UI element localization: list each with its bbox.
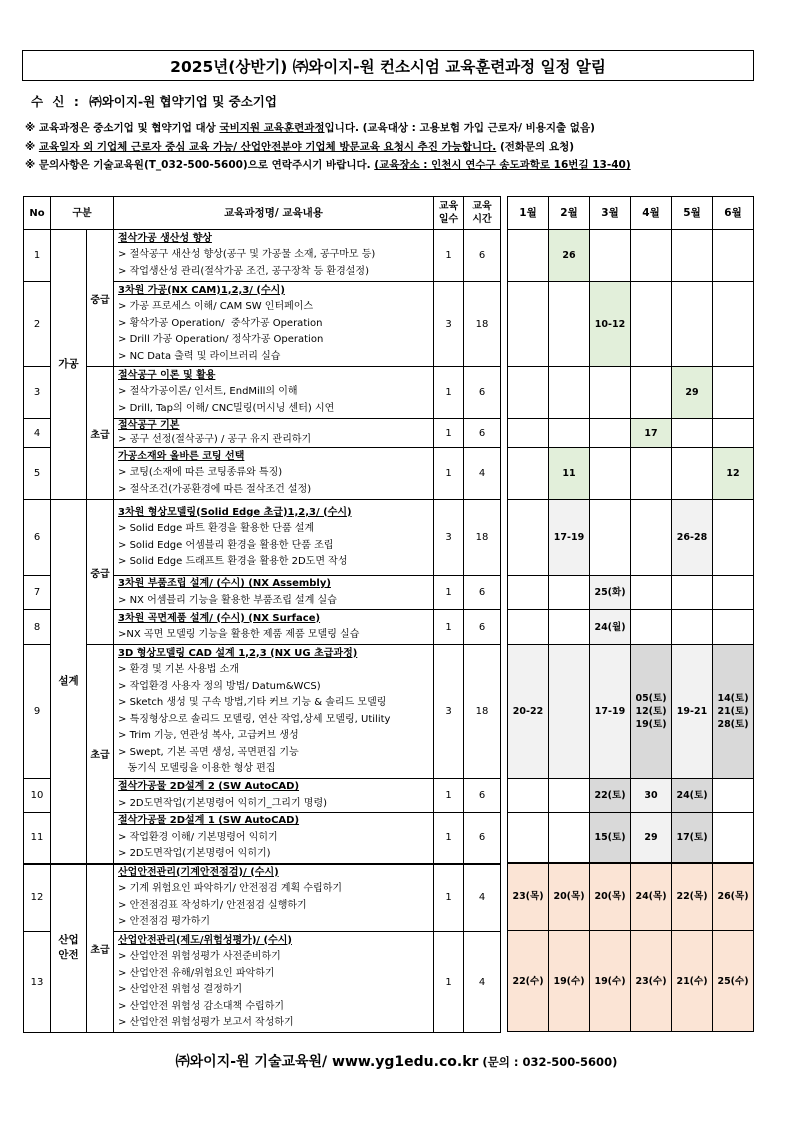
schedule-cell [508,931,549,1032]
schedule-row [508,863,754,931]
footer-organization: ㈜와이지-원 기술교육원/ www.yg1edu.co.kr [175,1054,479,1070]
recipient-label: 수 신 : [31,94,79,109]
course-item: > NX 어셈블리 기능을 활용한 부품조립 설계 실습 [118,594,337,606]
course-title: 가공소재와 올바른 코팅 선택 [118,450,245,462]
schedule-cell [631,779,672,813]
schedule-row [508,230,754,282]
note-text: ※ [25,140,39,153]
schedule-cell [508,576,549,610]
schedule-date: 11 [562,468,576,479]
course-table [23,196,501,1033]
schedule-cell [631,500,672,576]
course-row [24,230,501,282]
course-cell [114,448,434,500]
schedule-date: 26(목) [717,891,749,903]
course-item: > Swept, 기본 곡면 생성, 곡면편집 기능 [118,746,299,758]
schedule-date: 22(수) [512,975,544,987]
course-item: > 산업안전 유해/위험요인 파악하기 [118,967,275,979]
note-text: (전화문의 요청) [496,140,575,153]
schedule-cell [590,448,631,500]
schedule-cell [672,645,713,779]
schedule-date: 25(화) [594,587,626,598]
header-hours-line: 교육 [472,201,492,212]
course-title: 산업안전관리(기계안전점검)/ (수시) [118,866,279,878]
training-days: 1 [434,610,464,645]
schedule-cell [713,282,754,367]
schedule-date: 19-21 [676,706,708,717]
course-cell [114,645,434,779]
schedule-table-body [508,230,754,1032]
schedule-date: 24(목) [635,891,667,903]
course-item: > 특징형상으로 솔리드 모델링, 연산 작업,상세 모델링, Utility [118,713,391,725]
schedule-cell [590,645,631,779]
schedule-cell [713,419,754,448]
schedule-date: 19(토) [635,719,667,730]
schedule-date: 12 [726,468,740,479]
schedule-cell [631,367,672,419]
schedule-cell [508,863,549,931]
course-item: > 작업생산성 관리(절삭가공 조건, 공구장착 등 환경설정) [118,265,369,277]
course-item: > 산업안전 위험성평가 보고서 작성하기 [118,1017,294,1028]
schedule-cell [549,931,590,1032]
schedule-cell [631,863,672,931]
schedule-date: 17 [644,427,658,439]
course-cell [114,779,434,813]
month-header-row [508,197,754,230]
category-label: 설계 [58,674,79,687]
course-title: 절삭공구 이론 및 활용 [118,369,216,381]
schedule-cell [713,645,754,779]
schedule-cell [713,863,754,931]
schedule-cell [508,610,549,645]
schedule-cell [549,419,590,448]
training-days: 1 [434,813,464,864]
schedule-date: 23(목) [512,891,544,903]
schedule-cell [590,367,631,419]
month-header: 3월 [590,197,631,230]
table-header-row [24,197,501,230]
schedule-date: 23(수) [635,975,667,987]
course-cell [114,610,434,645]
schedule-date: 30 [644,790,658,801]
course-item: > 산업안전 위험성 결정하기 [118,984,243,995]
schedule-cell [713,813,754,863]
course-title: 절삭공구 기본 [118,420,180,431]
schedule-cell [590,419,631,448]
schedule-cell [672,419,713,448]
schedule-cell [631,813,672,863]
schedule-cell [631,282,672,367]
header-course: 교육과정명/ 교육내용 [114,197,434,230]
category-label: 가공 [58,358,79,370]
course-item: > 환경 및 기본 사용법 소개 [118,664,239,675]
course-item: > 2D도면작업(기본명령어 익히기_그리기 명령) [118,797,328,809]
row-number: 5 [24,448,51,500]
schedule-cell [508,282,549,367]
course-cell [114,932,434,1033]
course-title: 절삭가공물 2D설계 1 (SW AutoCAD) [118,815,300,826]
level-cell: 초급 [87,367,114,500]
schedule-cell [508,367,549,419]
course-item: > 절삭조건(가공환경에 따른 절삭조건 설정) [118,483,312,495]
schedule-row [508,645,754,779]
schedule-date: 21(수) [676,975,708,987]
course-item: > 절삭가공이론/ 인서트, EndMill의 이해 [118,386,298,398]
level-cell: 초급 [87,645,114,864]
course-cell [114,230,434,282]
schedule-cell [631,230,672,282]
month-header: 6월 [713,197,754,230]
month-header: 5월 [672,197,713,230]
row-number: 13 [24,932,51,1033]
level-cell: 중급 [87,230,114,367]
training-hours: 6 [464,813,501,864]
course-cell [114,282,434,367]
schedule-cell [672,813,713,863]
course-title: 3차원 곡면제품 설계/ (수시) (NX Surface) [118,612,321,624]
schedule-date: 19(수) [594,975,626,987]
document-title: 2025년(상반기) ㈜와이지-원 컨소시엄 교육훈련과정 일정 알림 [22,50,754,81]
schedule-date: 15(토) [594,831,626,843]
schedule-row [508,500,754,576]
course-row [24,500,501,576]
schedule-date: 20(목) [594,891,626,903]
level-cell: 초급 [87,864,114,1033]
course-item: > 산업안전 위험성평가 사전준비하기 [118,951,281,962]
course-item: 동기식 모델링을 이용한 형상 편집 [118,763,276,774]
schedule-cell [672,448,713,500]
note-underlined-text: 국비지원 교육훈련과정 [219,122,325,134]
header-hours-line: 시간 [472,214,492,225]
note-text: ※ 문의사항은 기술교육원(T_032-500-5600)으로 연락주시기 바랍니다. [25,159,375,171]
category-label: 산업 [58,934,79,947]
schedule-cell [631,931,672,1032]
schedule-cell [508,813,549,863]
schedule-date: 21(토) [717,706,749,717]
schedule-cell [713,779,754,813]
schedule-cell [713,367,754,419]
schedule-cell [508,419,549,448]
schedule-row [508,448,754,500]
schedule-cell [590,282,631,367]
course-title: 산업안전관리(제도/위험성평가)/ (수시) [118,934,292,946]
training-days: 1 [434,932,464,1033]
course-item: > 기계 위험요인 파악하기/ 안전점검 계획 수립하기 [118,883,343,895]
training-days: 1 [434,448,464,500]
training-hours: 6 [464,419,501,448]
note-text: ※ 교육과정은 중소기업 및 협약기업 대상 [25,122,220,134]
training-days: 1 [434,864,464,932]
course-item: > 작업환경 이해/ 기본명령어 익히기 [118,831,278,843]
schedule-cell [590,779,631,813]
schedule-date: 17-19 [553,532,585,543]
training-days: 3 [434,500,464,576]
schedule-cell [590,931,631,1032]
header-days-line: 일수 [438,214,459,225]
header-hours [464,197,501,230]
schedule-cell [508,448,549,500]
schedule-cell [549,576,590,610]
course-title: 3차원 형상모델링(Solid Edge 초급)1,2,3/ (수시) [118,506,352,518]
schedule-cell [631,576,672,610]
schedule-cell [672,931,713,1032]
course-item: > 절삭공구 새산성 향상(공구 및 가공물 소재, 공구마모 등) [118,249,376,261]
schedule-cell [713,500,754,576]
training-days: 1 [434,419,464,448]
training-days: 1 [434,779,464,813]
schedule-date: 17-19 [594,706,626,717]
schedule-row [508,282,754,367]
schedule-date: 12(토) [635,706,667,717]
note-underlined-text: (교육장소 : 인천시 연수구 송도과학로 16번길 13-40) [374,159,631,171]
recipient-value: ㈜와이지-원 협약기업 및 중소기업 [89,94,277,109]
training-days: 1 [434,230,464,282]
schedule-cell [508,645,549,779]
training-hours: 4 [464,932,501,1033]
training-hours: 4 [464,448,501,500]
schedule-date: 10-12 [594,318,626,330]
schedule-date: 24(토) [676,790,708,801]
course-cell [114,813,434,864]
schedule-cell [672,500,713,576]
course-row [24,645,501,779]
note-item [25,119,631,138]
schedule-cell [508,230,549,282]
course-title: 3차원 부품조립 설계/ (수시) (NX Assembly) [118,578,331,589]
row-number: 11 [24,813,51,864]
course-item: > Drill 가공 Operation/ 정삭가공 Operation [118,334,324,346]
course-item: > 황삭가공 Operation/ 중삭가공 Operation [118,317,323,329]
month-header: 1월 [508,197,549,230]
schedule-cell [549,500,590,576]
level-cell: 중급 [87,500,114,645]
header-days-line: 교육 [438,201,459,212]
course-item: > 안전점검표 작성하기/ 안전점검 실행하기 [118,899,307,911]
course-cell [114,500,434,576]
course-cell [114,864,434,932]
course-item: > Solid Edge 드래프트 환경을 활용한 2D도면 작성 [118,556,348,567]
category-cell [51,864,87,1033]
course-item: > 코팅(소재에 따른 코팅종류와 특징) [118,467,283,479]
course-cell [114,576,434,610]
schedule-cell [713,448,754,500]
training-days: 3 [434,282,464,367]
schedule-cell [549,282,590,367]
row-number: 9 [24,645,51,779]
schedule-row [508,779,754,813]
footer [0,1051,793,1071]
header-days [434,197,464,230]
schedule-date: 22(목) [676,891,708,903]
row-number: 4 [24,419,51,448]
schedule-cell [508,500,549,576]
training-hours: 6 [464,779,501,813]
recipient-line [31,92,277,110]
schedule-table [507,196,754,1032]
course-item: > NC Data 출력 및 라이브러리 실습 [118,350,281,362]
note-text: 입니다. (교육대상 : 고용보험 가입 근로자/ 비용지출 없음) [324,122,595,134]
course-item: > 안전점검 평가하기 [118,916,211,928]
course-cell [114,367,434,419]
training-hours: 18 [464,645,501,779]
training-days: 3 [434,645,464,779]
schedule-date: 22(토) [594,790,626,801]
course-item: > 작업환경 사용자 정의 방법/ Datum&WCS) [118,680,321,692]
schedule-row [508,419,754,448]
row-number: 1 [24,230,51,282]
schedule-date: 05(토) [635,693,667,704]
schedule-date: 19(수) [553,975,585,987]
category-label: 안전 [58,949,79,962]
course-cell [114,419,434,448]
course-row [24,864,501,932]
schedule-cell [713,576,754,610]
course-title: 절삭가공물 2D설계 2 (SW AutoCAD) [118,781,300,792]
training-hours: 6 [464,610,501,645]
schedule-row [508,610,754,645]
training-hours: 18 [464,500,501,576]
schedule-cell [590,576,631,610]
row-number: 3 [24,367,51,419]
header-no: No [24,197,51,230]
schedule-cell [713,610,754,645]
training-hours: 6 [464,230,501,282]
schedule-cell [590,813,631,863]
schedule-cell [590,230,631,282]
training-hours: 4 [464,864,501,932]
row-number: 8 [24,610,51,645]
schedule-date: 17(토) [676,831,708,843]
schedule-cell [549,813,590,863]
footer-contact: (문의 : 032-500-5600) [482,1055,618,1069]
schedule-row [508,367,754,419]
month-header: 4월 [631,197,672,230]
schedule-date: 24(월) [594,621,626,633]
course-table-body [24,230,501,1033]
row-number: 2 [24,282,51,367]
schedule-cell [549,779,590,813]
training-days: 1 [434,367,464,419]
schedule-row [508,931,754,1032]
schedule-date: 20(목) [553,891,585,903]
schedule-cell [549,610,590,645]
schedule-date: 29 [644,831,658,843]
course-item: > Drill, Tap의 이해/ CNC밀링(머시닝 센터) 시연 [118,402,335,414]
schedule-row [508,576,754,610]
schedule-date: 26-28 [676,532,708,543]
note-underlined-text: 교육일자 외 기업체 근로자 중심 교육 가능/ 산업안전분야 기업체 방문교육 요청시 추진 가능합니다. [38,140,497,153]
schedule-cell [590,610,631,645]
schedule-cell [631,645,672,779]
schedule-date: 25(수) [717,975,749,987]
schedule-cell [590,500,631,576]
row-number: 6 [24,500,51,576]
schedule-cell [549,367,590,419]
schedule-date: 26 [562,250,576,261]
header-category: 구분 [51,197,114,230]
schedule-cell [672,779,713,813]
schedule-cell [672,610,713,645]
course-row [24,367,501,419]
course-title: 절삭가공 생산성 향상 [118,232,212,244]
schedule-date: 20-22 [512,706,544,717]
schedule-cell [549,448,590,500]
course-item: > 산업안전 위험성 감소대책 수립하기 [118,1000,285,1012]
row-number: 7 [24,576,51,610]
schedule-cell [672,230,713,282]
category-cell [51,230,87,500]
course-title: 3차원 가공(NX CAM)1,2,3/ (수시) [118,284,285,296]
month-header: 2월 [549,197,590,230]
note-item [25,138,631,157]
schedule-cell [631,448,672,500]
course-item: > Solid Edge 파트 환경을 활용한 단품 설계 [118,523,315,534]
schedule-date: 28(토) [717,719,749,730]
course-item: > 가공 프로세스 이해/ CAM SW 인터페이스 [118,301,314,313]
note-item [25,156,631,175]
schedule-cell [549,230,590,282]
course-item: > Sketch 생성 및 구속 방법,기타 커브 기능 & 솔리드 모델링 [118,697,387,708]
schedule-cell [713,931,754,1032]
course-item: > Solid Edge 어셈블리 환경을 활용한 단품 조립 [118,539,334,551]
schedule-cell [549,863,590,931]
training-hours: 18 [464,282,501,367]
category-cell [51,500,87,864]
schedule-cell [672,863,713,931]
schedule-cell [549,645,590,779]
course-title: 3D 형상모델링 CAD 설계 1,2,3 (NX UG 초급과정) [118,647,358,659]
schedule-cell [672,367,713,419]
schedule-cell [713,230,754,282]
row-number: 12 [24,864,51,932]
training-hours: 6 [464,576,501,610]
notice-list [25,119,631,175]
schedule-date: 29 [685,387,699,398]
course-item: >NX 곡면 모델링 기능을 활용한 제품 제품 모델링 실습 [118,629,360,640]
schedule-cell [672,576,713,610]
training-hours: 6 [464,367,501,419]
schedule-date: 14(토) [717,693,749,704]
schedule-cell [508,779,549,813]
training-days: 1 [434,576,464,610]
schedule-row [508,813,754,863]
schedule-cell [631,610,672,645]
course-item: > 공구 선정(절삭공구) / 공구 유지 관리하기 [118,434,312,445]
schedule-cell [631,419,672,448]
course-item: > 2D도면작업(기본명령어 익히기) [118,848,271,859]
schedule-cell [672,282,713,367]
schedule-cell [590,863,631,931]
course-item: > Trim 기능, 연관성 복사, 고급커브 생성 [118,730,299,741]
row-number: 10 [24,779,51,813]
